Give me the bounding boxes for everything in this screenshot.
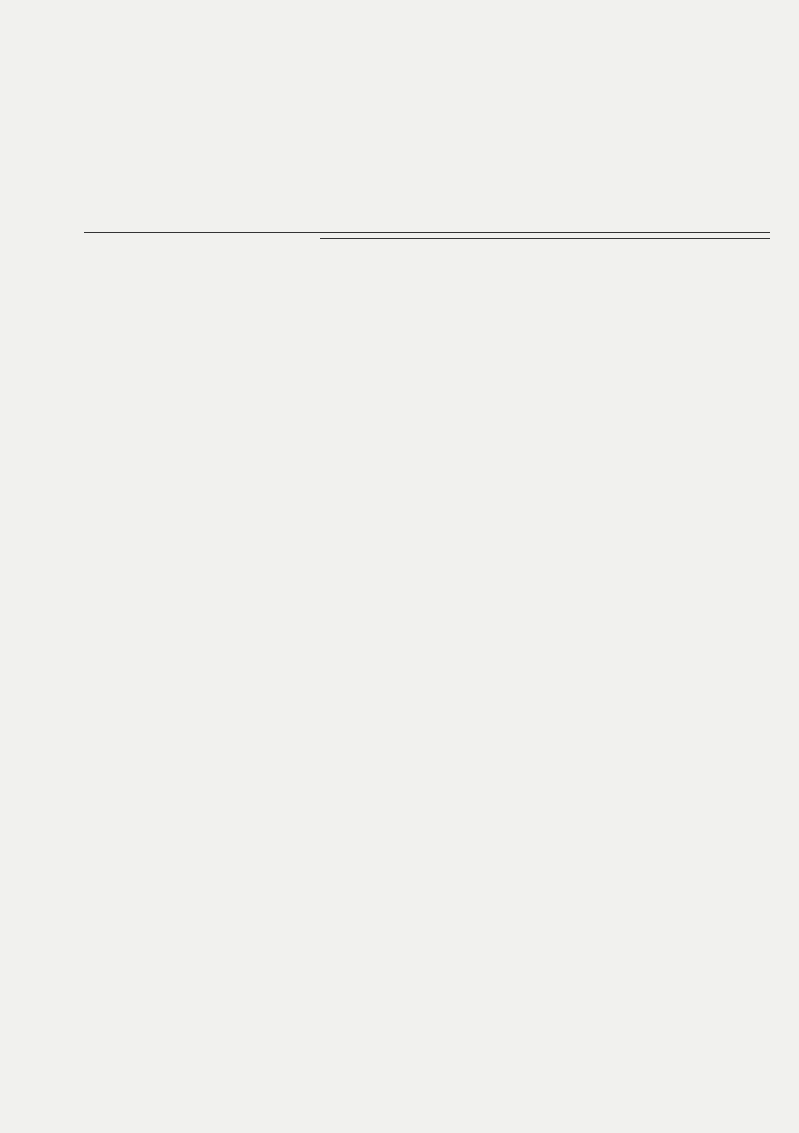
column-headers [84, 356, 136, 365]
divider [320, 238, 770, 239]
page-header [0, 26, 799, 50]
divider [84, 232, 770, 233]
